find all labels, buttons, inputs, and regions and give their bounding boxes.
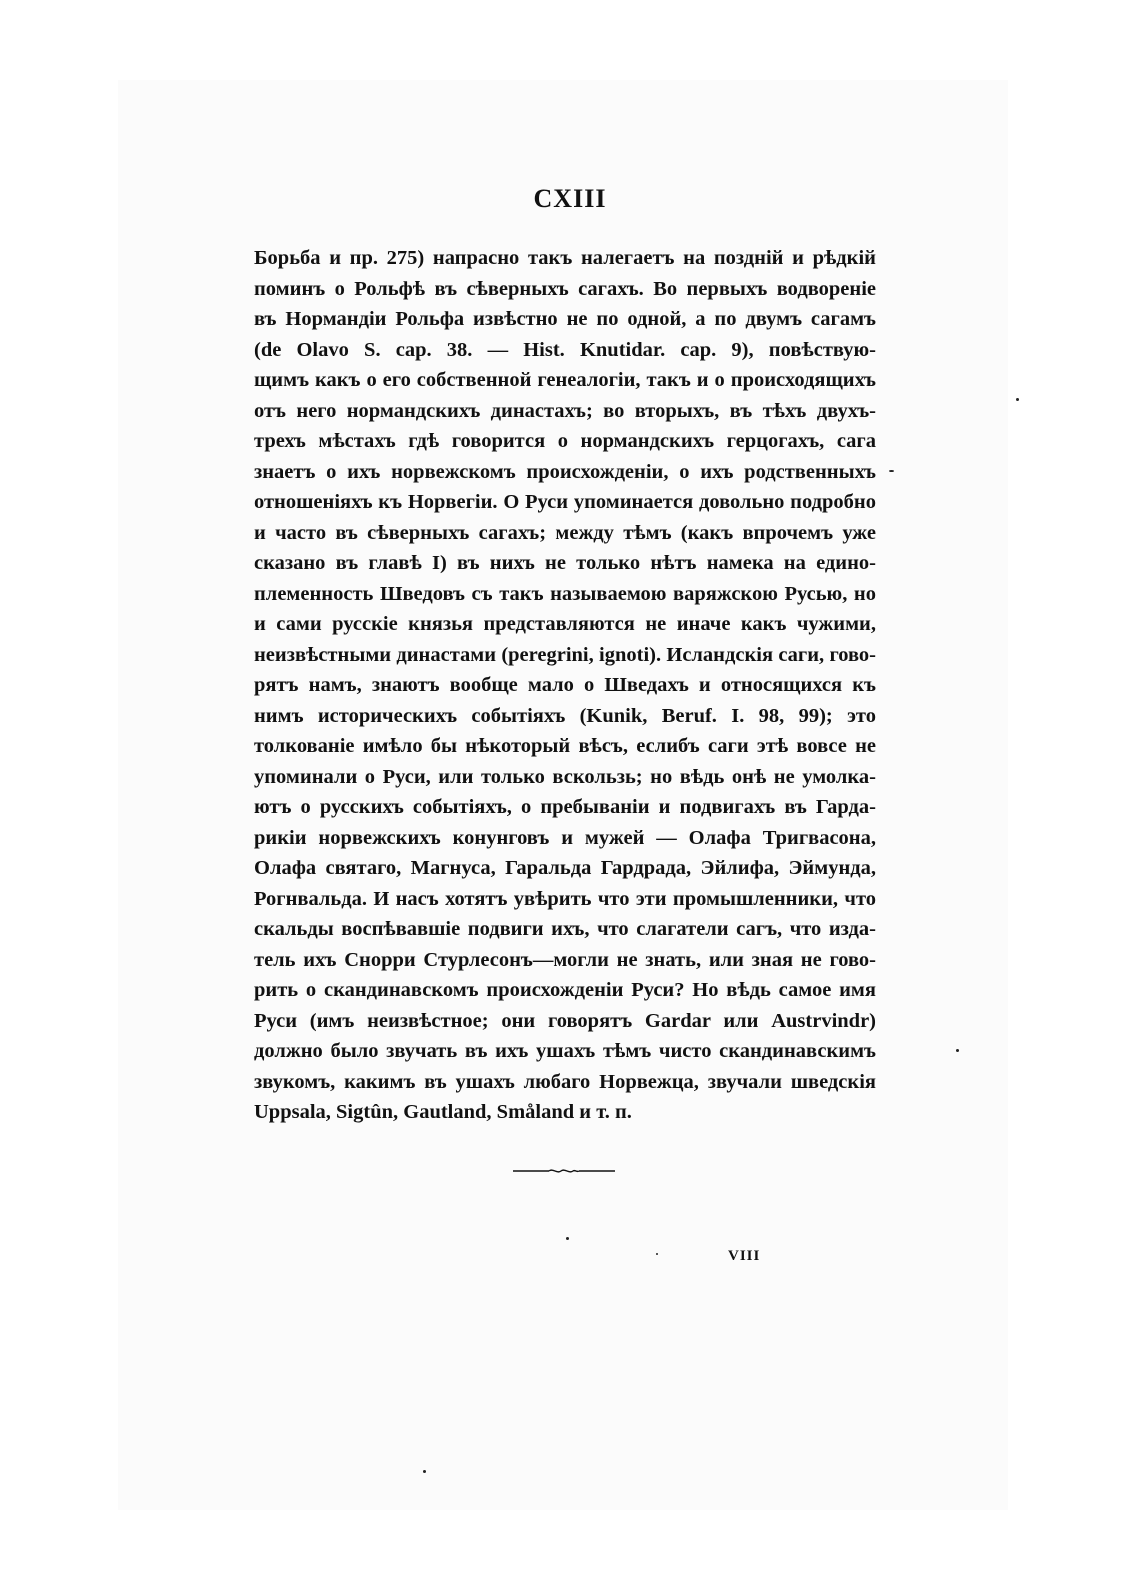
text-line: племенность Шведовъ съ такъ называемою варяжскою Русью, но bbox=[254, 582, 876, 605]
text-line: поминъ о Рольфѣ въ сѣверныхъ сагахъ. Во первыхъ водворенiе bbox=[254, 277, 876, 300]
body-text bbox=[254, 243, 876, 1128]
text-line: Рогнвальда. И насъ хотятъ увѣрить что эти промышленники, что bbox=[254, 887, 876, 910]
text-line: рятъ намъ, знаютъ вообще мало о Шведахъ и относящихся къ bbox=[254, 674, 876, 696]
ink-speck bbox=[423, 1470, 426, 1473]
text-line: и сами русскiе князья представляются не иначе какъ чужими, bbox=[254, 613, 876, 635]
text-line: рикiи норвежскихъ конунговъ и мужей — Олафа Тригвасона, bbox=[254, 826, 876, 849]
text-line: скальды воспѣвавшiе подвиги ихъ, что слагатели сагъ, что изда- bbox=[254, 918, 876, 940]
text-line: Олафа святаго, Магнуса, Гаральда Гардрада, Эйлифа, Эймунда, bbox=[254, 857, 876, 879]
text-line: должно было звучать въ ихъ ушахъ тѣмъ чисто скандинавскимъ bbox=[254, 1040, 876, 1062]
text-line: Руси (имъ неизвѣстное; они говорятъ Gardar или Austrvindr) bbox=[254, 1009, 876, 1032]
text-line: въ Нормандiи Рольфа извѣстно не по одной, а по двумъ сагамъ bbox=[254, 308, 876, 330]
text-line: знаетъ о ихъ норвежскомъ происхожденiи, о ихъ родственныхъ bbox=[254, 460, 876, 483]
text-line: сказано въ главѣ I) въ нихъ не только нѣтъ намека на едино- bbox=[254, 552, 876, 574]
text-line: тель ихъ Снорри Стурлесонъ—могли не знать, или зная не гово- bbox=[254, 948, 876, 971]
text-line: трехъ мѣстахъ гдѣ говорится о нормандскихъ герцогахъ, сага bbox=[254, 430, 876, 452]
end-ornament-rule bbox=[513, 1168, 615, 1174]
text-line: звукомъ, какимъ въ ушахъ любаго Норвежца, звучали шведскiя bbox=[254, 1070, 876, 1093]
text-line: толкованiе имѣло бы нѣкоторый вѣсъ, еслибъ саги этѣ вовсе не bbox=[254, 735, 876, 757]
text-line: рить о скандинавскомъ происхожденiи Руси? Но вѣдь самое имя bbox=[254, 979, 876, 1001]
text-line: щимъ какъ о его собственной генеалогiи, такъ и о происходящихъ bbox=[254, 369, 876, 391]
text-line: Uppsala, Sigtûn, Gautland, Småland и т. п. bbox=[254, 1101, 632, 1123]
text-line: и часто въ сѣверныхъ сагахъ; между тѣмъ (какъ впрочемъ уже bbox=[254, 521, 876, 544]
text-line: ютъ о русскихъ событiяхъ, о пребыванiи и подвигахъ въ Гарда- bbox=[254, 796, 876, 818]
page-number: CXIII bbox=[533, 184, 607, 213]
signature-mark: VIII bbox=[728, 1248, 761, 1264]
ink-speck bbox=[1016, 398, 1019, 401]
text-line: нимъ историческихъ событiяхъ (Kunik, Beruf. I. 98, 99); это bbox=[254, 704, 876, 727]
text-line: отношенiяхъ къ Норвегiи. О Руси упоминается довольно подробно bbox=[254, 491, 876, 513]
ink-speck bbox=[566, 1237, 569, 1240]
text-line: Борьба и пр. 275) напрасно такъ налегаетъ на позднiй и рѣдкiй bbox=[254, 247, 876, 269]
ink-speck bbox=[889, 470, 894, 472]
text-line: неизвѣстными династами (peregrini, ignoti). Исландскiя саги, гово- bbox=[254, 643, 876, 666]
text-line: отъ него нормандскихъ династахъ; во вторыхъ, въ тѣхъ двухъ- bbox=[254, 399, 876, 422]
ink-speck bbox=[956, 1049, 959, 1052]
ink-speck bbox=[656, 1253, 658, 1255]
text-line: упоминали о Руси, или только вскользь; но вѣдь онѣ не умолка- bbox=[254, 765, 876, 788]
text-line: (de Olavo S. cap. 38. — Hist. Knutidar. cap. 9), повѣствую- bbox=[254, 338, 876, 361]
